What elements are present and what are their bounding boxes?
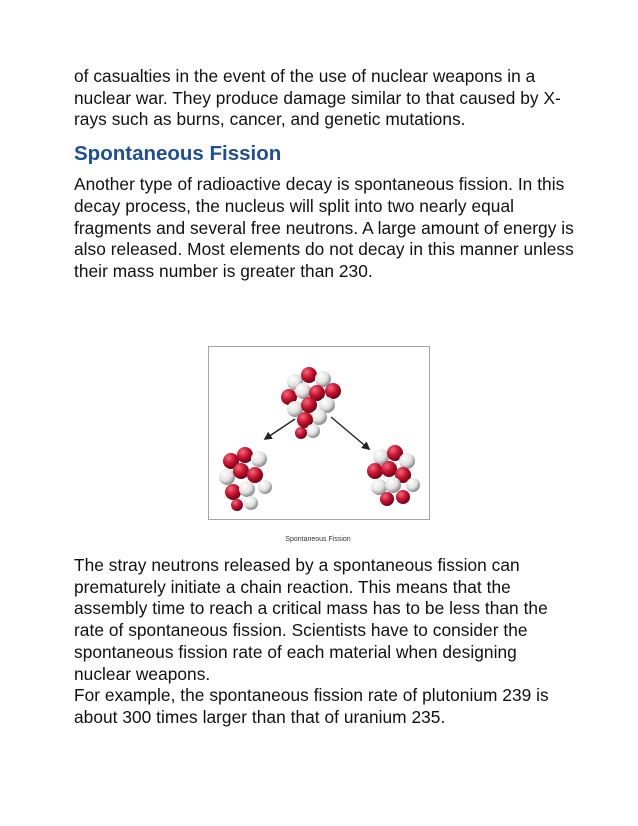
right-fragment-nucleus: [367, 445, 420, 506]
left-fragment-nucleus: [219, 447, 272, 511]
fission-illustration: [209, 347, 429, 519]
fission-definition-paragraph: Another type of radioactive decay is spontaneous fission. In this decay process, the nucleus will split into two nearly equal fragments and several free neutrons. A large amount of energy is also released. Most elements do not decay in this manner unless their mass number is greater than 230.: [74, 174, 574, 281]
right-arrow: [331, 417, 369, 449]
intro-paragraph: of casualties in the event of the use of nuclear weapons in a nuclear war. They produce damage similar to that caused by X-rays such as burns, cancer, and genetic mutations.: [74, 66, 561, 130]
stray-neutrons-paragraph: The stray neutrons released by a spontaneous fission can prematurely initiate a chain reaction. This means that the assembly time to reach a critical mass has to be less than the rate of spontaneous fission. Scientists have to consider the spontaneous fission rate of each material when designing nuclear weapons.: [74, 555, 548, 684]
figure-caption: Spontaneous Fission: [285, 536, 351, 543]
document-page: [74, 66, 574, 283]
fission-figure: [208, 346, 430, 520]
section-heading: Spontaneous Fission: [74, 142, 282, 166]
parent-nucleus: [281, 367, 341, 439]
left-arrow: [265, 419, 295, 439]
example-paragraph: For example, the spontaneous fission rate of plutonium 239 is about 300 times larger than that of uranium 235.: [74, 685, 549, 727]
